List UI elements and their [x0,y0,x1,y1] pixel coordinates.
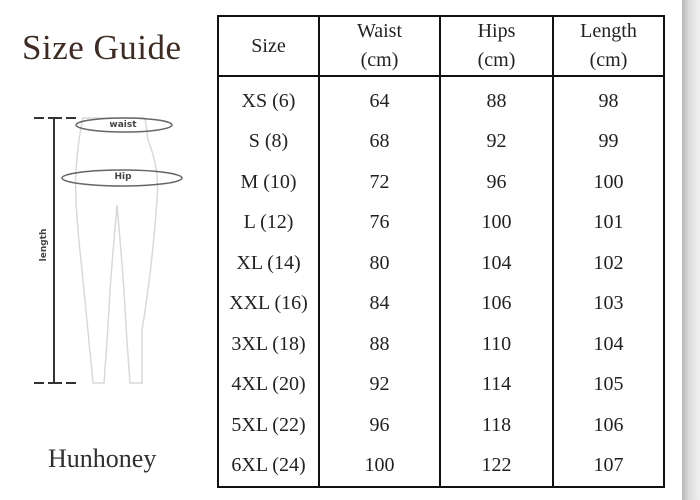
cell-waist: 96 [319,405,440,445]
table-row [218,203,664,243]
waist-label: waist [109,120,137,130]
table-row [218,243,664,283]
cell-hips: 110 [440,324,553,364]
cell-length: 98 [553,76,664,122]
table-row [218,283,664,323]
table-row [218,364,664,404]
cell-waist: 76 [319,203,440,243]
cell-waist: 92 [319,364,440,404]
cell-length: 99 [553,122,664,162]
cell-size: 6XL (24) [218,445,319,487]
cell-waist: 64 [319,76,440,122]
cell-length: 102 [553,243,664,283]
table-row [218,76,664,122]
cell-length: 103 [553,283,664,323]
cell-waist: 88 [319,324,440,364]
table-row [218,162,664,202]
table-row [218,324,664,364]
cell-waist: 68 [319,122,440,162]
header-hips: Hips (cm) [440,16,553,76]
leggings-measurement-diagram [20,100,200,400]
page-title: Size Guide [22,28,182,67]
header-size: Size [218,16,319,76]
table-header-row [218,16,664,76]
cell-waist: 84 [319,283,440,323]
cell-size: XXL (16) [218,283,319,323]
cell-length: 104 [553,324,664,364]
header-length: Length (cm) [553,16,664,76]
cell-size: L (12) [218,203,319,243]
leggings-outline-icon [76,118,158,383]
cell-size: 5XL (22) [218,405,319,445]
cell-hips: 122 [440,445,553,487]
cell-length: 105 [553,364,664,404]
size-chart-table [217,15,665,488]
cell-length: 107 [553,445,664,487]
hip-label: Hip [114,172,132,182]
cell-hips: 104 [440,243,553,283]
cell-waist: 100 [319,445,440,487]
table-row [218,122,664,162]
header-waist: Waist (cm) [319,16,440,76]
page-edge-shadow [682,0,700,500]
cell-hips: 96 [440,162,553,202]
cell-hips: 92 [440,122,553,162]
cell-hips: 114 [440,364,553,404]
cell-hips: 100 [440,203,553,243]
cell-length: 101 [553,203,664,243]
brand-logo: Hunhoney [48,444,157,473]
cell-waist: 80 [319,243,440,283]
cell-length: 106 [553,405,664,445]
cell-size: S (8) [218,122,319,162]
cell-size: 3XL (18) [218,324,319,364]
cell-length: 100 [553,162,664,202]
table-row [218,445,664,487]
table-row [218,405,664,445]
cell-hips: 118 [440,405,553,445]
length-label: length [39,228,49,262]
cell-waist: 72 [319,162,440,202]
cell-size: XL (14) [218,243,319,283]
cell-hips: 106 [440,283,553,323]
cell-size: M (10) [218,162,319,202]
cell-size: 4XL (20) [218,364,319,404]
cell-size: XS (6) [218,76,319,122]
cell-hips: 88 [440,76,553,122]
